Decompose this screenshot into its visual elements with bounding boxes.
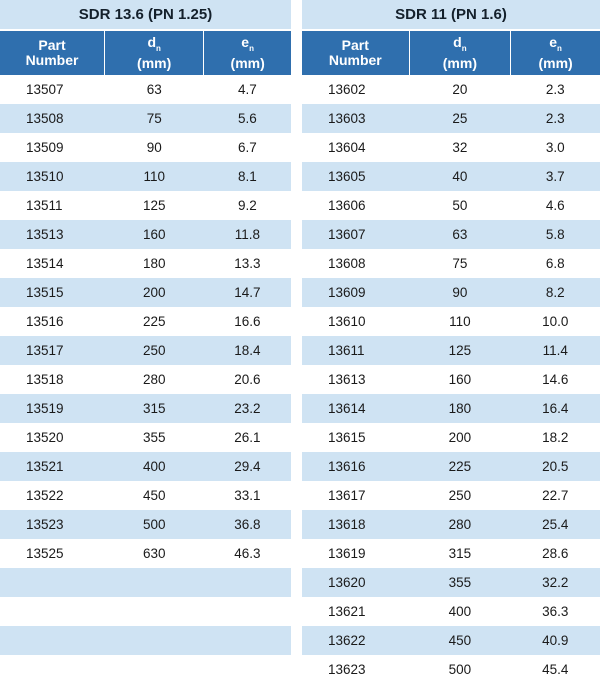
dn-cell: 110: [449, 314, 471, 329]
table-row: [302, 133, 600, 162]
header-part-number: Part Number: [0, 31, 105, 75]
dn-cell: 280: [142, 372, 166, 387]
dn-cell: 450: [448, 633, 472, 648]
part-number-cell: 13521: [26, 459, 64, 474]
en-cell: 26.1: [234, 430, 261, 445]
table-row: [302, 510, 600, 539]
table-row: [302, 162, 600, 191]
table-row: [302, 249, 600, 278]
table-row: [0, 104, 291, 133]
part-number-cell: 13622: [328, 633, 366, 648]
table-row: [0, 307, 291, 336]
dn-cell: 200: [448, 430, 472, 445]
part-number-cell: 13605: [328, 169, 366, 184]
part-number-cell: 13525: [26, 546, 64, 561]
table-row: [0, 278, 291, 307]
part-number-cell: 13608: [328, 256, 366, 271]
header-dn: $d_n$ (mm): [105, 31, 204, 75]
en-cell: 18.4: [234, 343, 261, 358]
en-cell: 11.8: [234, 227, 260, 242]
part-number-cell: 13620: [328, 575, 366, 590]
table-row: [0, 568, 291, 597]
part-number-cell: 13509: [26, 140, 64, 155]
part-number-cell: 13518: [26, 372, 64, 387]
en-cell: 4.7: [237, 82, 257, 97]
part-number-cell: [0, 597, 105, 626]
en-cell: 28.6: [542, 546, 569, 561]
en-cell: 9.2: [237, 198, 257, 213]
part-number-cell: 13607: [328, 227, 366, 242]
table-row: [302, 307, 600, 336]
en-cell: 6.8: [545, 256, 565, 271]
dn-cell: 160: [142, 227, 166, 242]
part-number-cell: 13519: [26, 401, 64, 416]
dn-cell: 75: [146, 111, 162, 126]
en-cell: 29.4: [234, 459, 261, 474]
table-row: [0, 394, 291, 423]
dn-cell: 20: [452, 82, 468, 97]
part-number-cell: 13516: [26, 314, 64, 329]
part-number-cell: 13614: [328, 401, 366, 416]
table-body: [302, 75, 600, 684]
table-row: [302, 568, 600, 597]
table-row: [0, 539, 291, 568]
table-row: [302, 539, 600, 568]
part-number-cell: 13520: [26, 430, 64, 445]
part-number-cell: 13508: [26, 111, 64, 126]
table-row: [302, 75, 600, 104]
table-row: [302, 597, 600, 626]
en-cell: 25.4: [542, 517, 569, 532]
part-number-cell: 13515: [26, 285, 64, 300]
part-number-cell: 13621: [328, 604, 366, 619]
table-row: [302, 394, 600, 423]
table-row: [0, 133, 291, 162]
table-row: [302, 278, 600, 307]
en-cell: 4.6: [545, 198, 565, 213]
dn-cell: 315: [142, 401, 166, 416]
dn-cell: 125: [448, 343, 472, 358]
part-number-cell: 13513: [26, 227, 64, 242]
table-row: [302, 104, 600, 133]
part-number-cell: 13514: [26, 256, 64, 271]
en-cell: 10.0: [542, 314, 569, 329]
header-en: $e_n$ (mm): [230, 34, 265, 71]
table-row: [0, 423, 291, 452]
en-cell: 2.3: [545, 82, 565, 97]
en-cell: 20.6: [234, 372, 261, 387]
dn-cell: 90: [146, 140, 162, 155]
part-number-cell: 13623: [328, 662, 366, 677]
en-cell: 5.6: [237, 111, 257, 126]
table-header: [302, 31, 600, 75]
dn-cell: [105, 597, 204, 626]
en-cell: 33.1: [234, 488, 261, 503]
table-row: [0, 365, 291, 394]
table-row: [0, 481, 291, 510]
en-cell: 22.7: [542, 488, 569, 503]
table-row: [0, 597, 291, 626]
en-cell: 46.3: [234, 546, 261, 561]
dn-cell: 25: [452, 111, 468, 126]
part-number-cell: [0, 626, 105, 655]
dn-cell: 225: [448, 459, 472, 474]
table-row: [0, 162, 291, 191]
en-cell: [204, 568, 291, 597]
dn-cell: 32: [452, 140, 468, 155]
header-dn: $d_n$ (mm): [410, 31, 512, 75]
dn-cell: 250: [448, 488, 472, 503]
dn-cell: 180: [142, 256, 166, 271]
en-cell: [204, 626, 291, 655]
header-part-number: Part Number: [302, 31, 410, 75]
dn-cell: 110: [143, 169, 165, 184]
table-row: [302, 626, 600, 655]
table-row: [0, 191, 291, 220]
table-row: [302, 655, 600, 684]
part-number-cell: 13523: [26, 517, 64, 532]
en-cell: 45.4: [542, 662, 569, 677]
part-number-cell: 13619: [328, 546, 366, 561]
part-number-cell: 13522: [26, 488, 64, 503]
en-cell: 36.3: [542, 604, 569, 619]
en-cell: 8.1: [237, 169, 257, 184]
table-title: SDR 13.6 (PN 1.25): [0, 0, 291, 31]
table-row: [302, 365, 600, 394]
dn-cell: 500: [142, 517, 166, 532]
dn-cell: 180: [448, 401, 472, 416]
en-cell: 23.2: [234, 401, 261, 416]
dn-cell: 500: [448, 662, 472, 677]
part-number-cell: 13615: [328, 430, 366, 445]
table-body: [0, 75, 291, 684]
en-cell: 16.4: [542, 401, 569, 416]
dn-cell: 280: [448, 517, 472, 532]
en-cell: 16.6: [234, 314, 261, 329]
dn-cell: 75: [452, 256, 468, 271]
table-row: [302, 423, 600, 452]
table-row: [0, 452, 291, 481]
table-title: SDR 11 (PN 1.6): [302, 0, 600, 31]
sdr-11-table: [302, 0, 600, 684]
dn-cell: 250: [142, 343, 166, 358]
dn-cell: 125: [142, 198, 166, 213]
table-row: [0, 510, 291, 539]
table-row: [302, 191, 600, 220]
table-header: [0, 31, 291, 75]
dn-cell: 400: [448, 604, 472, 619]
en-cell: 18.2: [542, 430, 569, 445]
part-number-cell: 13618: [328, 517, 366, 532]
dn-cell: [105, 655, 204, 684]
part-number-cell: 13604: [328, 140, 366, 155]
header-en: $e_n$ (mm): [538, 34, 573, 71]
en-cell: 36.8: [234, 517, 261, 532]
table-row: [0, 655, 291, 684]
en-cell: 13.3: [234, 256, 261, 271]
part-number-cell: [0, 568, 105, 597]
en-cell: 6.7: [237, 140, 257, 155]
part-number-cell: 13609: [328, 285, 366, 300]
dn-cell: 355: [448, 575, 472, 590]
dn-cell: 63: [452, 227, 468, 242]
table-row: [0, 220, 291, 249]
en-cell: 5.8: [545, 227, 565, 242]
table-row: [302, 336, 600, 365]
en-cell: 3.7: [545, 169, 565, 184]
part-number-cell: 13517: [26, 343, 64, 358]
dn-cell: [105, 568, 204, 597]
en-cell: [204, 597, 291, 626]
dn-cell: 630: [142, 546, 166, 561]
en-cell: 40.9: [542, 633, 569, 648]
table-row: [0, 336, 291, 365]
part-number-cell: 13510: [26, 169, 64, 184]
part-number-cell: 13611: [328, 343, 365, 358]
dn-cell: 450: [142, 488, 166, 503]
part-number-cell: 13617: [328, 488, 366, 503]
en-cell: [204, 655, 291, 684]
en-cell: 14.7: [234, 285, 261, 300]
en-cell: 2.3: [545, 111, 565, 126]
part-number-cell: 13602: [328, 82, 366, 97]
table-row: [302, 481, 600, 510]
en-cell: 32.2: [542, 575, 569, 590]
part-number-cell: 13613: [328, 372, 366, 387]
en-cell: 8.2: [545, 285, 565, 300]
part-number-cell: [0, 655, 105, 684]
dn-cell: 400: [142, 459, 166, 474]
dn-cell: 355: [142, 430, 166, 445]
dn-cell: 90: [452, 285, 468, 300]
part-number-cell: 13507: [26, 82, 64, 97]
table-row: [0, 75, 291, 104]
part-number-cell: 13616: [328, 459, 366, 474]
part-number-cell: 13610: [328, 314, 366, 329]
en-cell: 3.0: [545, 140, 565, 155]
en-cell: 20.5: [542, 459, 569, 474]
dn-cell: 315: [448, 546, 472, 561]
dn-cell: 200: [142, 285, 166, 300]
table-row: [302, 220, 600, 249]
en-cell: 14.6: [542, 372, 569, 387]
dn-cell: 225: [142, 314, 166, 329]
sdr-13-6-table: [0, 0, 291, 684]
dn-cell: 160: [448, 372, 472, 387]
en-cell: 11.4: [542, 343, 568, 358]
part-number-cell: 13606: [328, 198, 366, 213]
dn-cell: [105, 626, 204, 655]
table-row: [0, 626, 291, 655]
part-number-cell: 13603: [328, 111, 366, 126]
part-number-cell: 13511: [26, 198, 63, 213]
table-row: [302, 452, 600, 481]
dn-cell: 63: [146, 82, 162, 97]
table-row: [0, 249, 291, 278]
dn-cell: 50: [452, 198, 468, 213]
dn-cell: 40: [452, 169, 468, 184]
